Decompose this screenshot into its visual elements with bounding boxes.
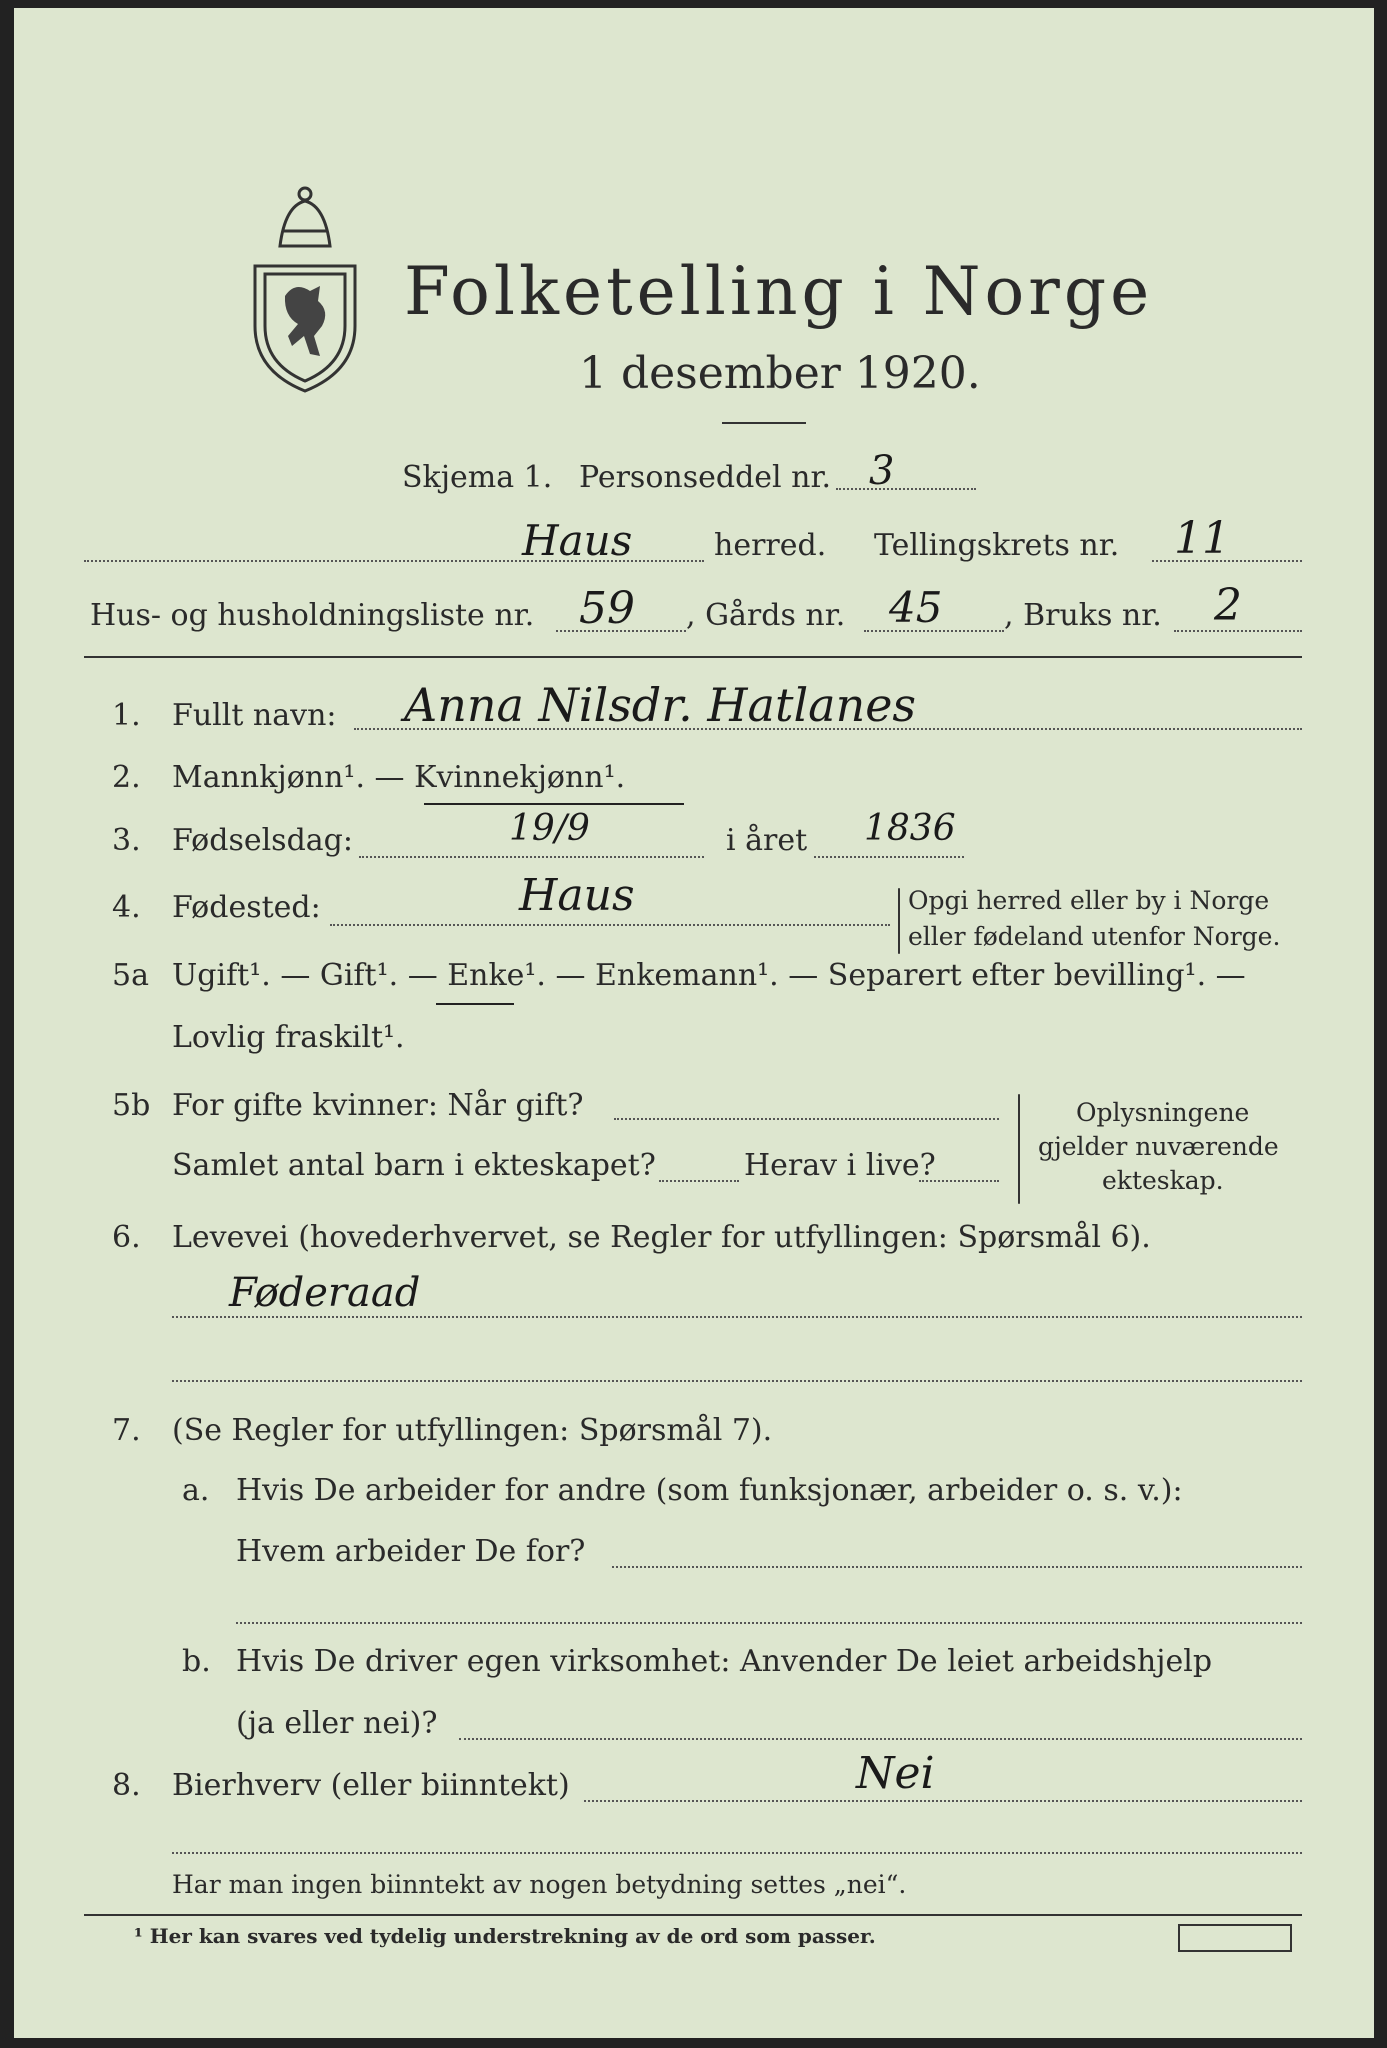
- q8-number: 8.: [112, 1768, 141, 1803]
- q4-note-line2: eller fødeland utenfor Norge.: [908, 922, 1281, 951]
- q3-year-label: i året: [726, 823, 808, 858]
- personseddel-label: Personseddel nr.: [579, 460, 832, 495]
- q6-line1: [172, 1316, 1302, 1318]
- q5b-brace: [1018, 1094, 1020, 1204]
- q3-date-line: [359, 856, 704, 858]
- gards-label: , Gårds nr.: [686, 598, 846, 633]
- q5a-line2: Lovlig fraskilt¹.: [172, 1020, 405, 1055]
- q5b-note-line2: gjelder nuværende: [1038, 1132, 1279, 1161]
- q7a-number: a.: [182, 1473, 210, 1508]
- footer-note: Har man ingen biinntekt av nogen betydning settes „nei“.: [172, 1870, 907, 1899]
- q5a-underline: [436, 1003, 514, 1005]
- tellingskrets-label: Tellingskrets nr.: [874, 528, 1120, 563]
- q7-text: (Se Regler for utfyllingen: Spørsmål 7).: [172, 1413, 773, 1448]
- q5a-number: 5a: [112, 958, 149, 993]
- divider: [722, 422, 806, 424]
- form-title: Folketelling i Norge: [404, 253, 1154, 330]
- q5b-children-line: [659, 1180, 739, 1182]
- footer-rule: [84, 1914, 1302, 1916]
- herred-value[interactable]: Haus: [522, 516, 633, 565]
- q7b-answer-line: [459, 1738, 1302, 1740]
- q7a-line1: Hvis De arbeider for andre (som funksjonær, arbeider o. s. v.):: [236, 1473, 1183, 1508]
- q1-number: 1.: [112, 698, 141, 733]
- q4-line: [330, 924, 890, 926]
- q6-occupation[interactable]: Føderaad: [229, 1270, 421, 1316]
- q3-number: 3.: [112, 823, 141, 858]
- q8-line2: [172, 1852, 1302, 1854]
- q7a-line2: Hvem arbeider De for?: [236, 1534, 586, 1569]
- q4-birthplace[interactable]: Haus: [519, 870, 635, 921]
- q7b-line1: Hvis De driver egen virksomhet: Anvender De leiet arbeidshjelp: [236, 1644, 1213, 1679]
- q3-birthdate[interactable]: 19/9: [509, 808, 590, 849]
- q5b-number: 5b: [112, 1088, 151, 1123]
- q5b-alive-label: Herav i live?: [744, 1148, 936, 1183]
- q4-label: Fødested:: [172, 890, 321, 925]
- q5b-note-line3: ekteskap.: [1102, 1166, 1224, 1195]
- q2-gender: Mannkjønn¹. — Kvinnekjønn¹.: [172, 760, 626, 795]
- q5b-married-line: [614, 1118, 999, 1120]
- q4-brace: [898, 888, 900, 954]
- personseddel-value[interactable]: 3: [869, 448, 895, 494]
- herred-label: herred.: [714, 528, 827, 563]
- tellingskrets-value[interactable]: 11: [1174, 513, 1230, 564]
- q3-label: Fødselsdag:: [172, 823, 353, 858]
- q5a-line1: Ugift¹. — Gift¹. — Enke¹. — Enkemann¹. — Separert efter bevilling¹. —: [172, 958, 1246, 993]
- q6-line2: [172, 1380, 1302, 1382]
- printer-stamp: [1178, 1924, 1292, 1952]
- q7b-number: b.: [182, 1644, 211, 1679]
- q6-text: Levevei (hovederhvervet, se Regler for utfyllingen: Spørsmål 6).: [172, 1220, 1151, 1255]
- q8-answer[interactable]: Nei: [856, 1748, 935, 1799]
- personseddel-line: [836, 488, 976, 490]
- q3-birth-year[interactable]: 1836: [864, 808, 956, 849]
- gards-value[interactable]: 45: [889, 583, 943, 632]
- q4-number: 4.: [112, 890, 141, 925]
- q7a-answer-line2: [236, 1622, 1302, 1624]
- schema-prefix: Skjema 1.: [402, 460, 553, 495]
- q2-number: 2.: [112, 760, 141, 795]
- q5b-children-label: Samlet antal barn i ekteskapet?: [172, 1148, 656, 1183]
- coat-of-arms-icon: [240, 186, 370, 396]
- footnote: ¹ Her kan svares ved tydelig understrekning av de ord som passer.: [134, 1924, 876, 1948]
- census-form: [14, 8, 1374, 2038]
- q1-full-name[interactable]: Anna Nilsdr. Hatlanes: [404, 678, 917, 732]
- q6-number: 6.: [112, 1220, 141, 1255]
- q8-label: Bierhverv (eller biinntekt): [172, 1768, 570, 1803]
- q2-underline: [424, 803, 684, 805]
- q8-line: [584, 1800, 1302, 1802]
- q5b-note-line1: Oplysningene: [1076, 1098, 1250, 1127]
- header-rule: [84, 656, 1302, 658]
- q7b-line2: (ja eller nei)?: [236, 1706, 438, 1741]
- q3-year-line: [814, 856, 964, 858]
- bruks-value[interactable]: 2: [1214, 580, 1242, 631]
- census-date: 1 desember 1920.: [579, 348, 981, 399]
- q7-number: 7.: [112, 1413, 141, 1448]
- q4-note-line1: Opgi herred eller by i Norge: [908, 886, 1270, 915]
- q7a-answer-line: [612, 1566, 1302, 1568]
- household-value[interactable]: 59: [579, 583, 635, 634]
- q5b-line1: For gifte kvinner: Når gift?: [172, 1088, 584, 1123]
- household-label: Hus- og husholdningsliste nr.: [90, 598, 535, 633]
- q5b-alive-line: [919, 1180, 999, 1182]
- q1-label: Fullt navn:: [172, 698, 337, 733]
- bruks-label: , Bruks nr.: [1004, 598, 1162, 633]
